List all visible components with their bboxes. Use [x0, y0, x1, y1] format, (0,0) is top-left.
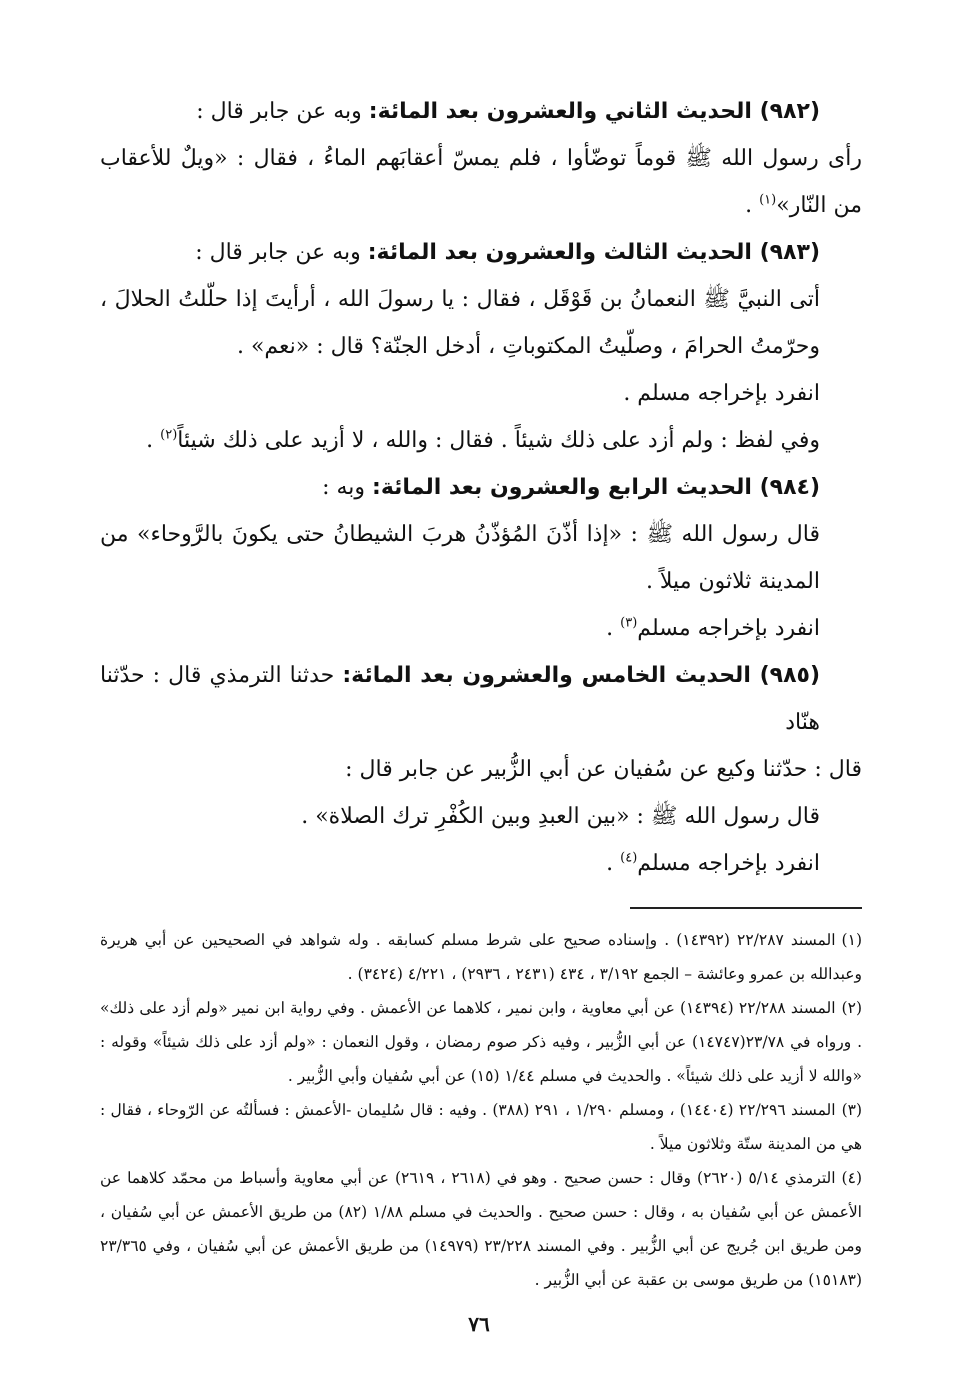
hadith-paragraph — [100, 417, 862, 464]
hadith-number-title: (٩٨٥) الحديث الخامس والعشرون بعد المائة: — [342, 663, 821, 688]
paragraph-text: انفرد بإخراجه مسلم — [637, 616, 820, 641]
hadith-paragraph — [100, 793, 862, 840]
trailing-punctuation: . — [606, 851, 621, 876]
trailing-punctuation: . — [745, 193, 760, 218]
paragraph-text: انفرد بإخراجه مسلم . — [623, 381, 820, 406]
footnote-divider — [630, 907, 862, 909]
footnote-reference: (٣) — [620, 615, 638, 631]
trailing-punctuation: . — [146, 428, 161, 453]
hadith-paragraph — [100, 135, 862, 229]
paragraph-text: وبه : — [322, 475, 373, 500]
main-text — [100, 88, 862, 887]
footnotes — [100, 923, 862, 1297]
footnote — [100, 1161, 862, 1297]
paragraph-text: أتى النبيَّ ﷺ النعمانُ بن قَوْقَل ، فقال : يا رسولَ الله ، أرأيتَ إذا حلّلتُ الحلالَ ، وحرّمتُ الحرامَ ، وصلّيتُ المكتوباتِ ، أدخل الجنّة؟ قال : «نعم» . — [100, 287, 820, 359]
hadith-heading — [100, 652, 862, 746]
hadith-heading — [100, 464, 862, 511]
footnote-text: الترمذي ٥/١٤ (٢٦٢٠) وقال : حسن صحيح . وهو في (٢٦١٨ ، ٢٦١٩) عن أبي معاوية وأسباط من محمّد كلاهما عن الأعمش عن أبي سُفيان به ، وقال : حسن صحيح . والحديث في مسلم ١/٨٨ (٨٢) من طريق الأعمش عن أبي سُفيان ، ومن طريق ابن جُريج عن أبي الزُّبير . وفي المسند ٢٣/٢٢٨ (١٤٩٧٩) من طريق الأعمش عن أبي سُفيان ، وفي ٢٣/٣٦٥ (١٥١٨٣) من طريق موسى بن عقبة عن أبي الزُّبير . — [100, 1169, 862, 1289]
hadith-paragraph — [100, 840, 862, 887]
paragraph-text: قال : حدّثنا وكيع عن سُفيان عن أبي الزُّبير عن جابر قال : — [345, 757, 862, 782]
hadith-number-title: (٩٨٤) الحديث الرابع والعشرون بعد المائة: — [372, 475, 820, 500]
footnote-number: (٢) — [841, 999, 862, 1017]
footnote-number: (٤) — [841, 1169, 862, 1187]
paragraph-text: انفرد بإخراجه مسلم — [637, 851, 820, 876]
hadith-number-title: (٩٨٣) الحديث الثالث والعشرون بعد المائة: — [367, 240, 820, 265]
footnote — [100, 1093, 862, 1161]
footnote-number: (١) — [841, 931, 862, 949]
hadith-paragraph — [100, 276, 862, 370]
footnote-text: المسند ٢٢/٢٩٦ (١٤٤٠٤) ، ومسلم ١/٢٩٠ ، ٢٩١ (٣٨٨) . وفيه : قال سُليمان -الأعمش : فسألتُه عن الرّوحاء ، فقال : هي من المدينة ستّة وثلاثون ميلاً . — [100, 1101, 862, 1153]
paragraph-text: حدثنا الترمذي قال : حدّثنا هنّاد — [100, 663, 820, 735]
paragraph-text: قال رسول الله ﷺ : «إذا أذّنَ المُؤذّنُ هربَ الشيطانُ حتى يكونَ بالرَّوحاء» من المدينة ثلاثون ميلاً . — [100, 522, 820, 594]
footnote-text: المسند ٢٢/٢٨٨ (١٤٣٩٤) عن أبي معاوية ، وابن نمير ، كلاهما عن الأعمش . وفي رواية ابن نمير «ولم أزد على ذلك» . ورواه في ٢٣/٧٨(١٤٧٤٧) عن أبي الزُّبير ، وفيه ذكر صوم رمضان ، وقول النعمان : «ولم أزد على ذلك شيئاً» وقوله : «والله لا أزيد على ذلك شيئاً» . والحديث في مسلم ١/٤٤ (١٥) عن أبي سُفيان وأبي الزُّبير . — [100, 999, 862, 1085]
hadith-paragraph — [100, 370, 862, 417]
footnote — [100, 991, 862, 1093]
paragraph-text: وبه عن جابر قال : — [195, 240, 368, 265]
footnote-text: المسند ٢٢/٢٨٧ (١٤٣٩٢) . وإسناده صحيح على شرط مسلم كسابقه . وله شواهد في الصحيحين عن أبي هريرة وعبدالله بن عمرو وعائشة – الجمع ٣/١٩٢ ، ٤٣٤ (٢٤٣١ ، ٢٩٣٦) ، ٤/٢٢١ (٣٤٢٤) . — [100, 931, 862, 983]
paragraph-text: وفي لفظ : ولم أزد على ذلك شيئاً . فقال : والله ، لا أزيد على ذلك شيئاً — [177, 428, 820, 453]
footnote-number: (٣) — [841, 1101, 863, 1119]
footnote-reference: (٤) — [620, 850, 638, 866]
trailing-punctuation: . — [606, 616, 621, 641]
footnote-reference: (١) — [759, 192, 777, 208]
hadith-paragraph — [100, 746, 862, 793]
paragraph-text: وبه عن جابر قال : — [196, 99, 369, 124]
page-body — [100, 88, 862, 1297]
hadith-number-title: (٩٨٢) الحديث الثاني والعشرون بعد المائة: — [368, 99, 820, 124]
paragraph-text: رأى رسول الله ﷺ قوماً توضّأوا ، فلم يمسّ أعقابَهم الماءُ ، فقال : «ويلٌ للأعقاب من النّار» — [100, 146, 862, 218]
hadith-paragraph — [100, 511, 862, 605]
page-number: ٧٦ — [468, 1312, 490, 1336]
paragraph-text: قال رسول الله ﷺ : «بين العبدِ وبين الكُفْرِ ترك الصلاة» . — [301, 804, 820, 829]
footnote-reference: (٢) — [160, 427, 178, 443]
hadith-heading — [100, 229, 862, 276]
hadith-heading — [100, 88, 862, 135]
footnote — [100, 923, 862, 991]
hadith-paragraph — [100, 605, 862, 652]
